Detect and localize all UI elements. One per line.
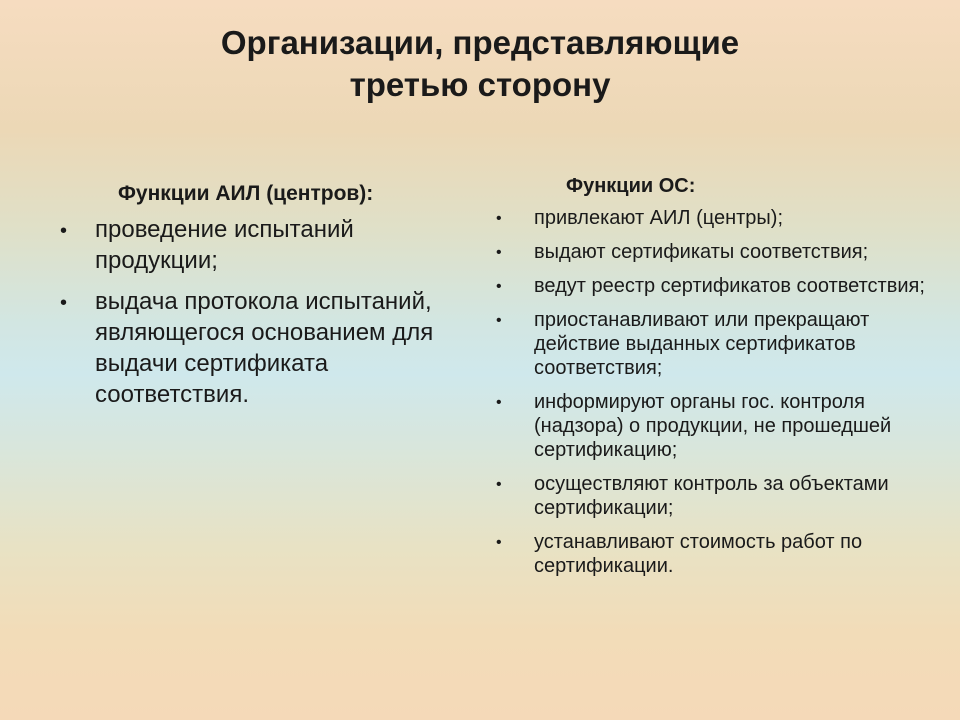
list-item	[496, 390, 936, 462]
bullet-icon: •	[496, 394, 502, 411]
list-item	[496, 206, 936, 230]
list-item	[496, 274, 936, 298]
list-item-text: проведение испытаний продукции;	[95, 216, 354, 274]
list-item	[496, 472, 936, 520]
list-item-text: информируют органы гос. контроля (надзора) о продукции, не прошедшей сертификацию;	[534, 391, 892, 461]
list-item-text: устанавливают стоимость работ по сертификации.	[534, 531, 863, 577]
bullet-icon: •	[60, 220, 68, 242]
list-item-text: привлекают АИЛ (центры);	[534, 207, 784, 229]
slide-title-line-1: Организации, представляющие	[220, 24, 740, 61]
bullet-icon: •	[496, 534, 502, 551]
right-column-heading: Функции ОС:	[566, 175, 696, 197]
slide-title	[0, 22, 960, 106]
left-bullet-list	[60, 214, 460, 420]
list-item	[496, 240, 936, 264]
list-item-text: ведут реестр сертификатов соответствия;	[534, 275, 925, 297]
bullet-icon: •	[496, 278, 502, 295]
bullet-icon: •	[60, 292, 68, 314]
list-item	[496, 308, 936, 380]
bullet-icon: •	[496, 210, 502, 227]
right-bullet-list	[496, 206, 936, 588]
list-item-text: приостанавливают или прекращают действие выданных сертификатов соответствия;	[534, 309, 870, 379]
list-item-text: осуществляют контроль за объектами сертификации;	[534, 473, 889, 519]
bullet-icon: •	[496, 244, 502, 261]
list-item-text: выдают сертификаты соответствия;	[534, 241, 869, 263]
left-column-heading: Функции АИЛ (центров):	[118, 182, 374, 205]
list-item	[496, 530, 936, 578]
bullet-icon: •	[496, 476, 502, 493]
slide-title-line-2: третью сторону	[349, 66, 611, 103]
list-item	[60, 286, 460, 410]
bullet-icon: •	[496, 312, 502, 329]
list-item	[60, 214, 460, 276]
list-item-text: выдача протокола испытаний, являющегося основанием для выдачи сертификата соответствия.	[95, 288, 434, 408]
